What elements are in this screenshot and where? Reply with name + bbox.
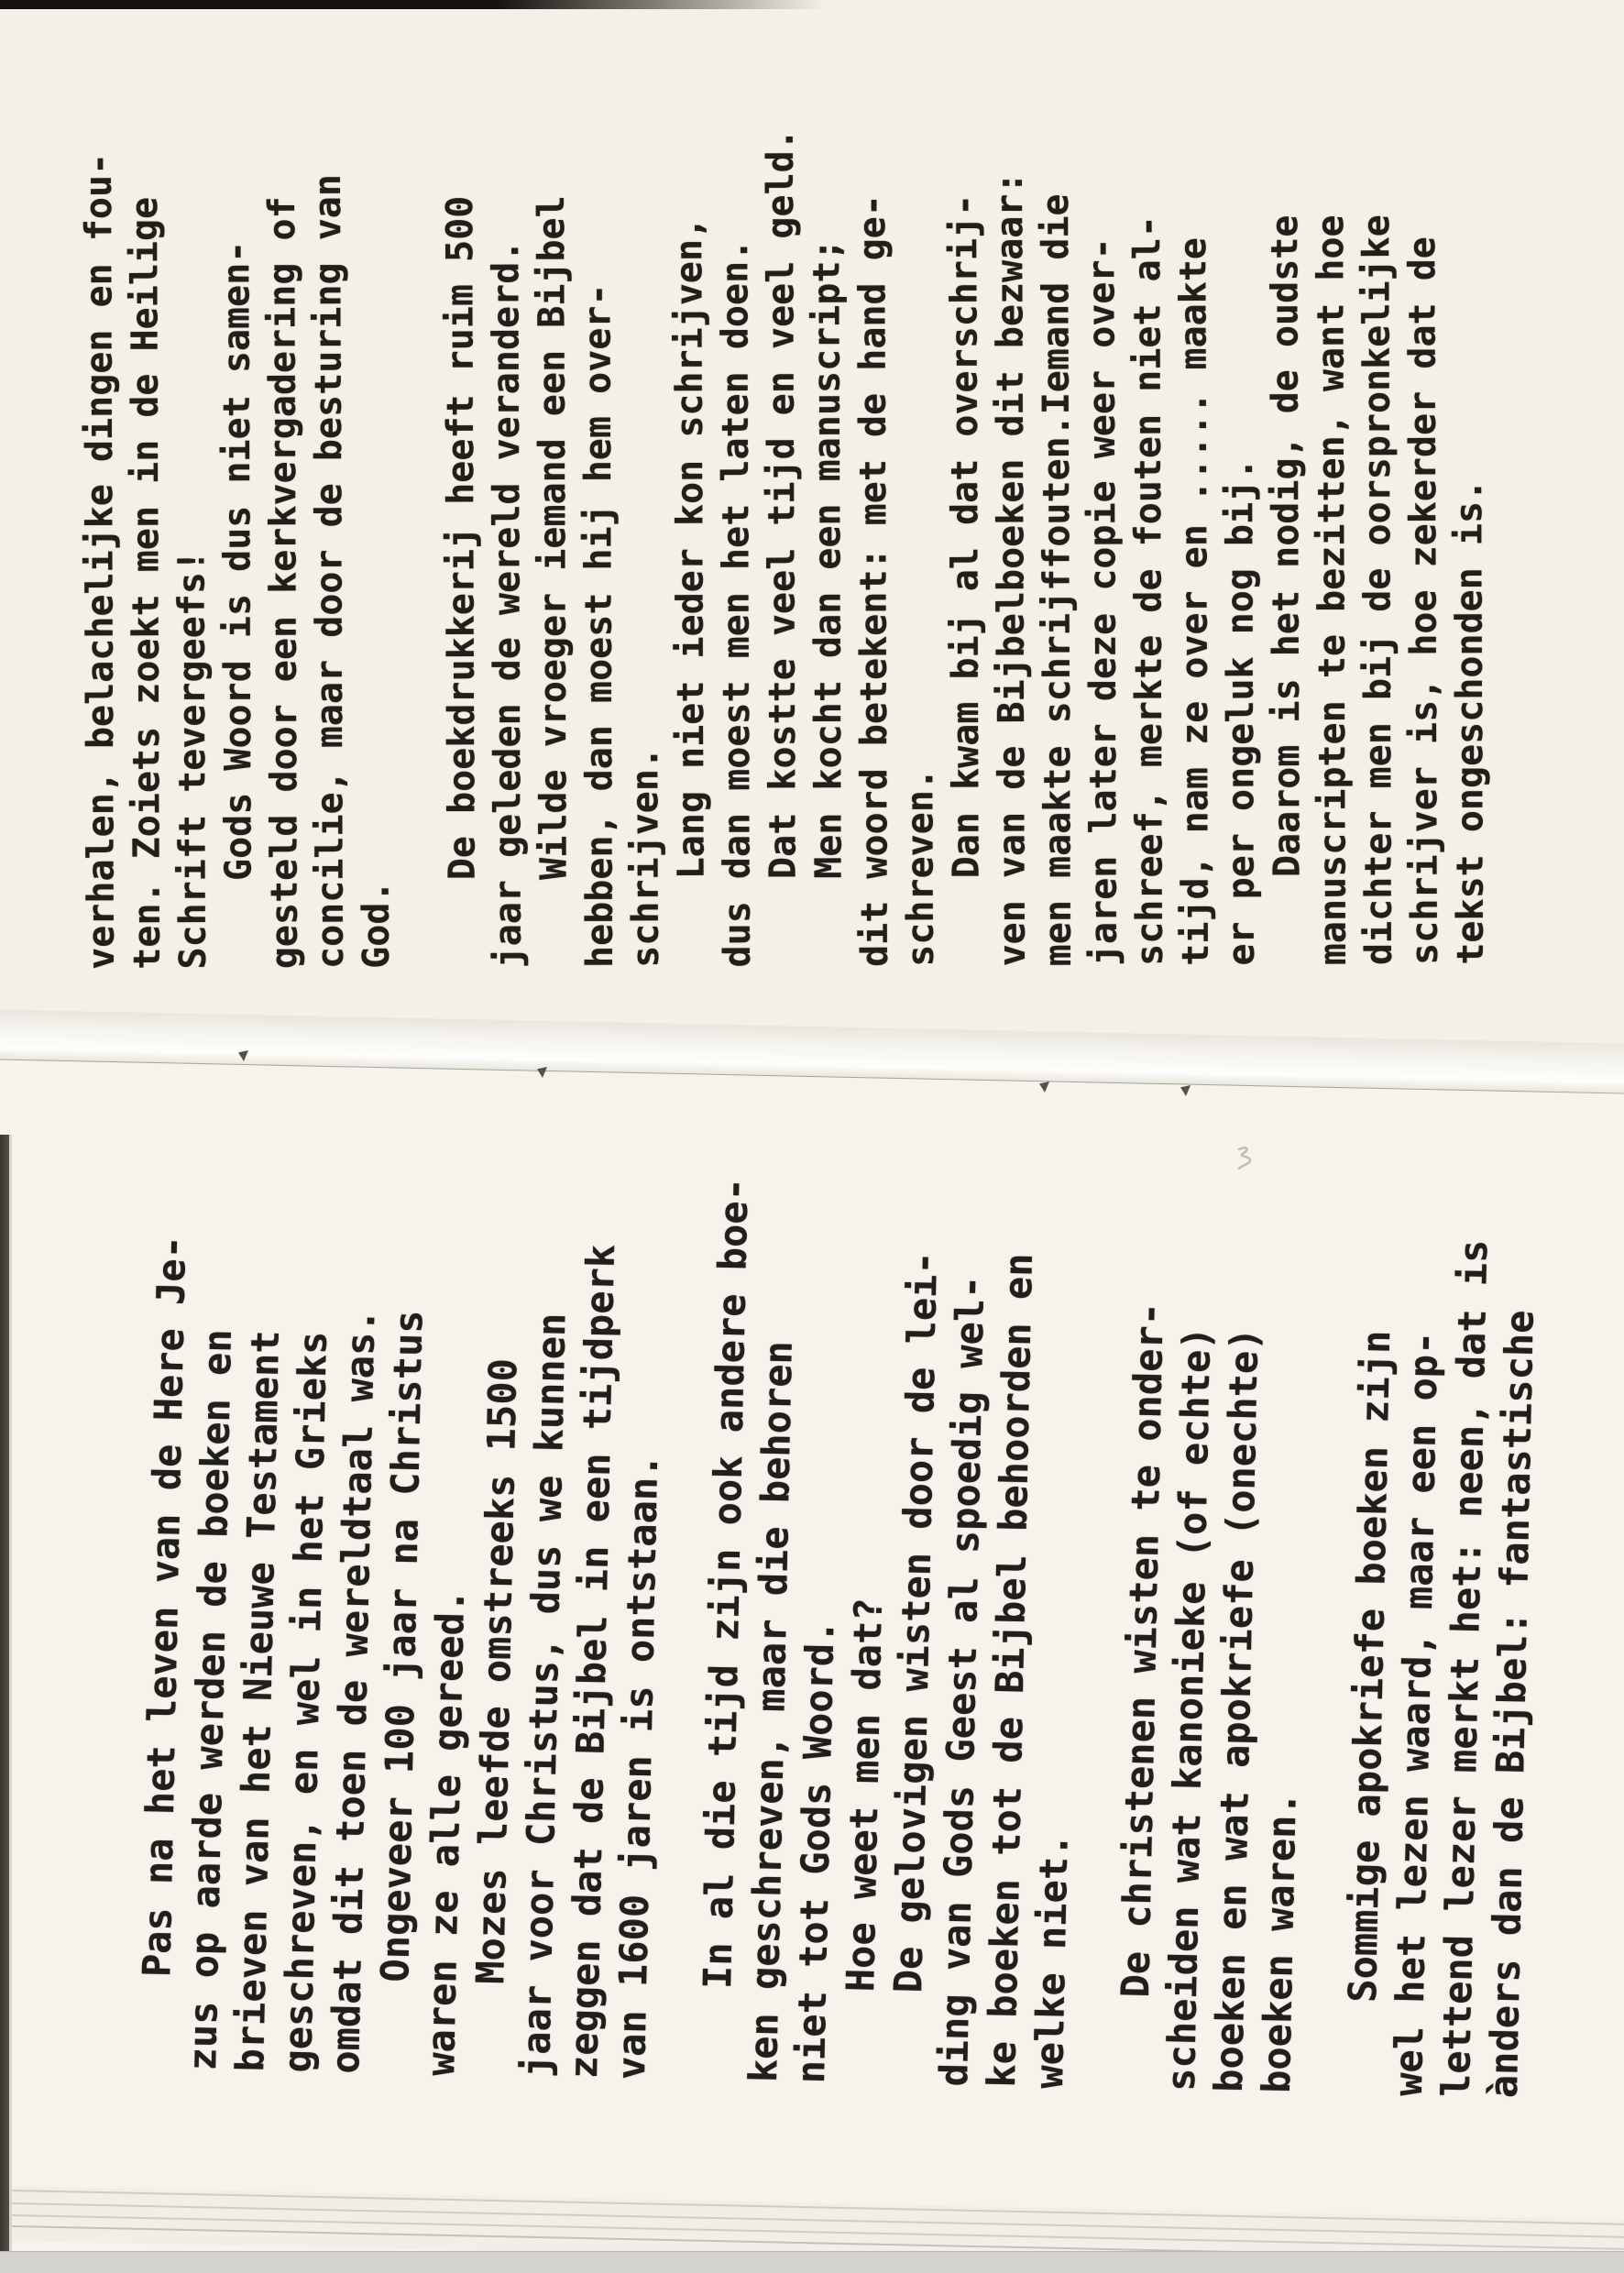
book-spine-left-highlight [9, 1135, 12, 2273]
scan-top-edge [0, 0, 825, 9]
book-page-top [0, 0, 1624, 1100]
page-top-text-block [75, 0, 1494, 970]
page-bottom-paragraph-1: Pas na het leven van de Here Je- zus op aarde werden de boeken en brieven van het Nieuwe Testament geschreven, en wel in het Grieks omdat dit toen de wereldtaal was. Ongeveer 100 jaar na Christus waren ze alle gereed. Mozes leefde omstreeks 1500 jaar voor Christus, dus we kunnen zeggen dat de Bijbel in een tijdperk van 1600 jaren is ontstaan. [132, 1235, 667, 2081]
page-bottom-text-block [131, 1016, 1550, 2099]
book-spine-left-edge [0, 1135, 9, 2273]
page-top-paragraph-2: De boekdrukkerij heeft ruim 500 jaar geleden de wereld veranderd. Wilde vroeger iemand een Bijbel hebben, dan moest hij hem over- schrijven. Lang niet ieder kon schrijven, dus dan moest men het laten doen. Dat kostte veel tijd en veel geld. Men kocht dan een manuscript; dit woord betekent: met de hand ge- schreven. Dan kwam bij al dat overschrij- ven van de Bijbelboeken dit bezwaar: men maakte schrijffouten.Iemand die jaren later deze copie weer over- schreef, merkte de fouten niet al- tijd, nam ze over en ..... maakte er per ongeluk nog bij. Daarom is het nodig, de oudste manuscripten te bezitten, want hoe dichter men bij de oorspronkelijke schrijver is, hoe zekerder dat de tekst ongeschonden is. [439, 128, 1492, 969]
book-page-bottom [0, 1060, 1624, 2273]
scan-bottom-background [0, 2251, 1624, 2273]
page-bottom-paragraph-4: Sommige apokriefe boeken zijn wel het lezen waard, maar een op- lettend lezer merkt het: neen, dat is ànders dan de Bijbel: fantastische [1337, 1239, 1542, 2099]
page-top-paragraph-1: verhalen, belachelijke dingen en fou- ten. Zoiets zoekt men in de Heilige Schrift tevergeefs! Gods Woord is dus niet samen- gesteld door een kerkvergadering of concilie, maar door de besturing van God. [77, 152, 398, 970]
page-bottom-paragraph-2: In al die tijd zijn ook andere boe- ken geschreven, maar die behoren niet tot Gods Woord. Hoe weet men dat? De gelovigen wisten door de lei- ding van Gods Geest al spoedig wel- ke boeken tot de Bijbel behoorden en welke niet. [693, 1177, 1077, 2090]
page-bottom-paragraph-3: De christenen wisten te onder- scheiden wat kanonieke (of echte) boeken en wat apokriefe (onechte) boeken waren. [1110, 1301, 1305, 2094]
pencil-mark [1235, 1144, 1256, 1171]
